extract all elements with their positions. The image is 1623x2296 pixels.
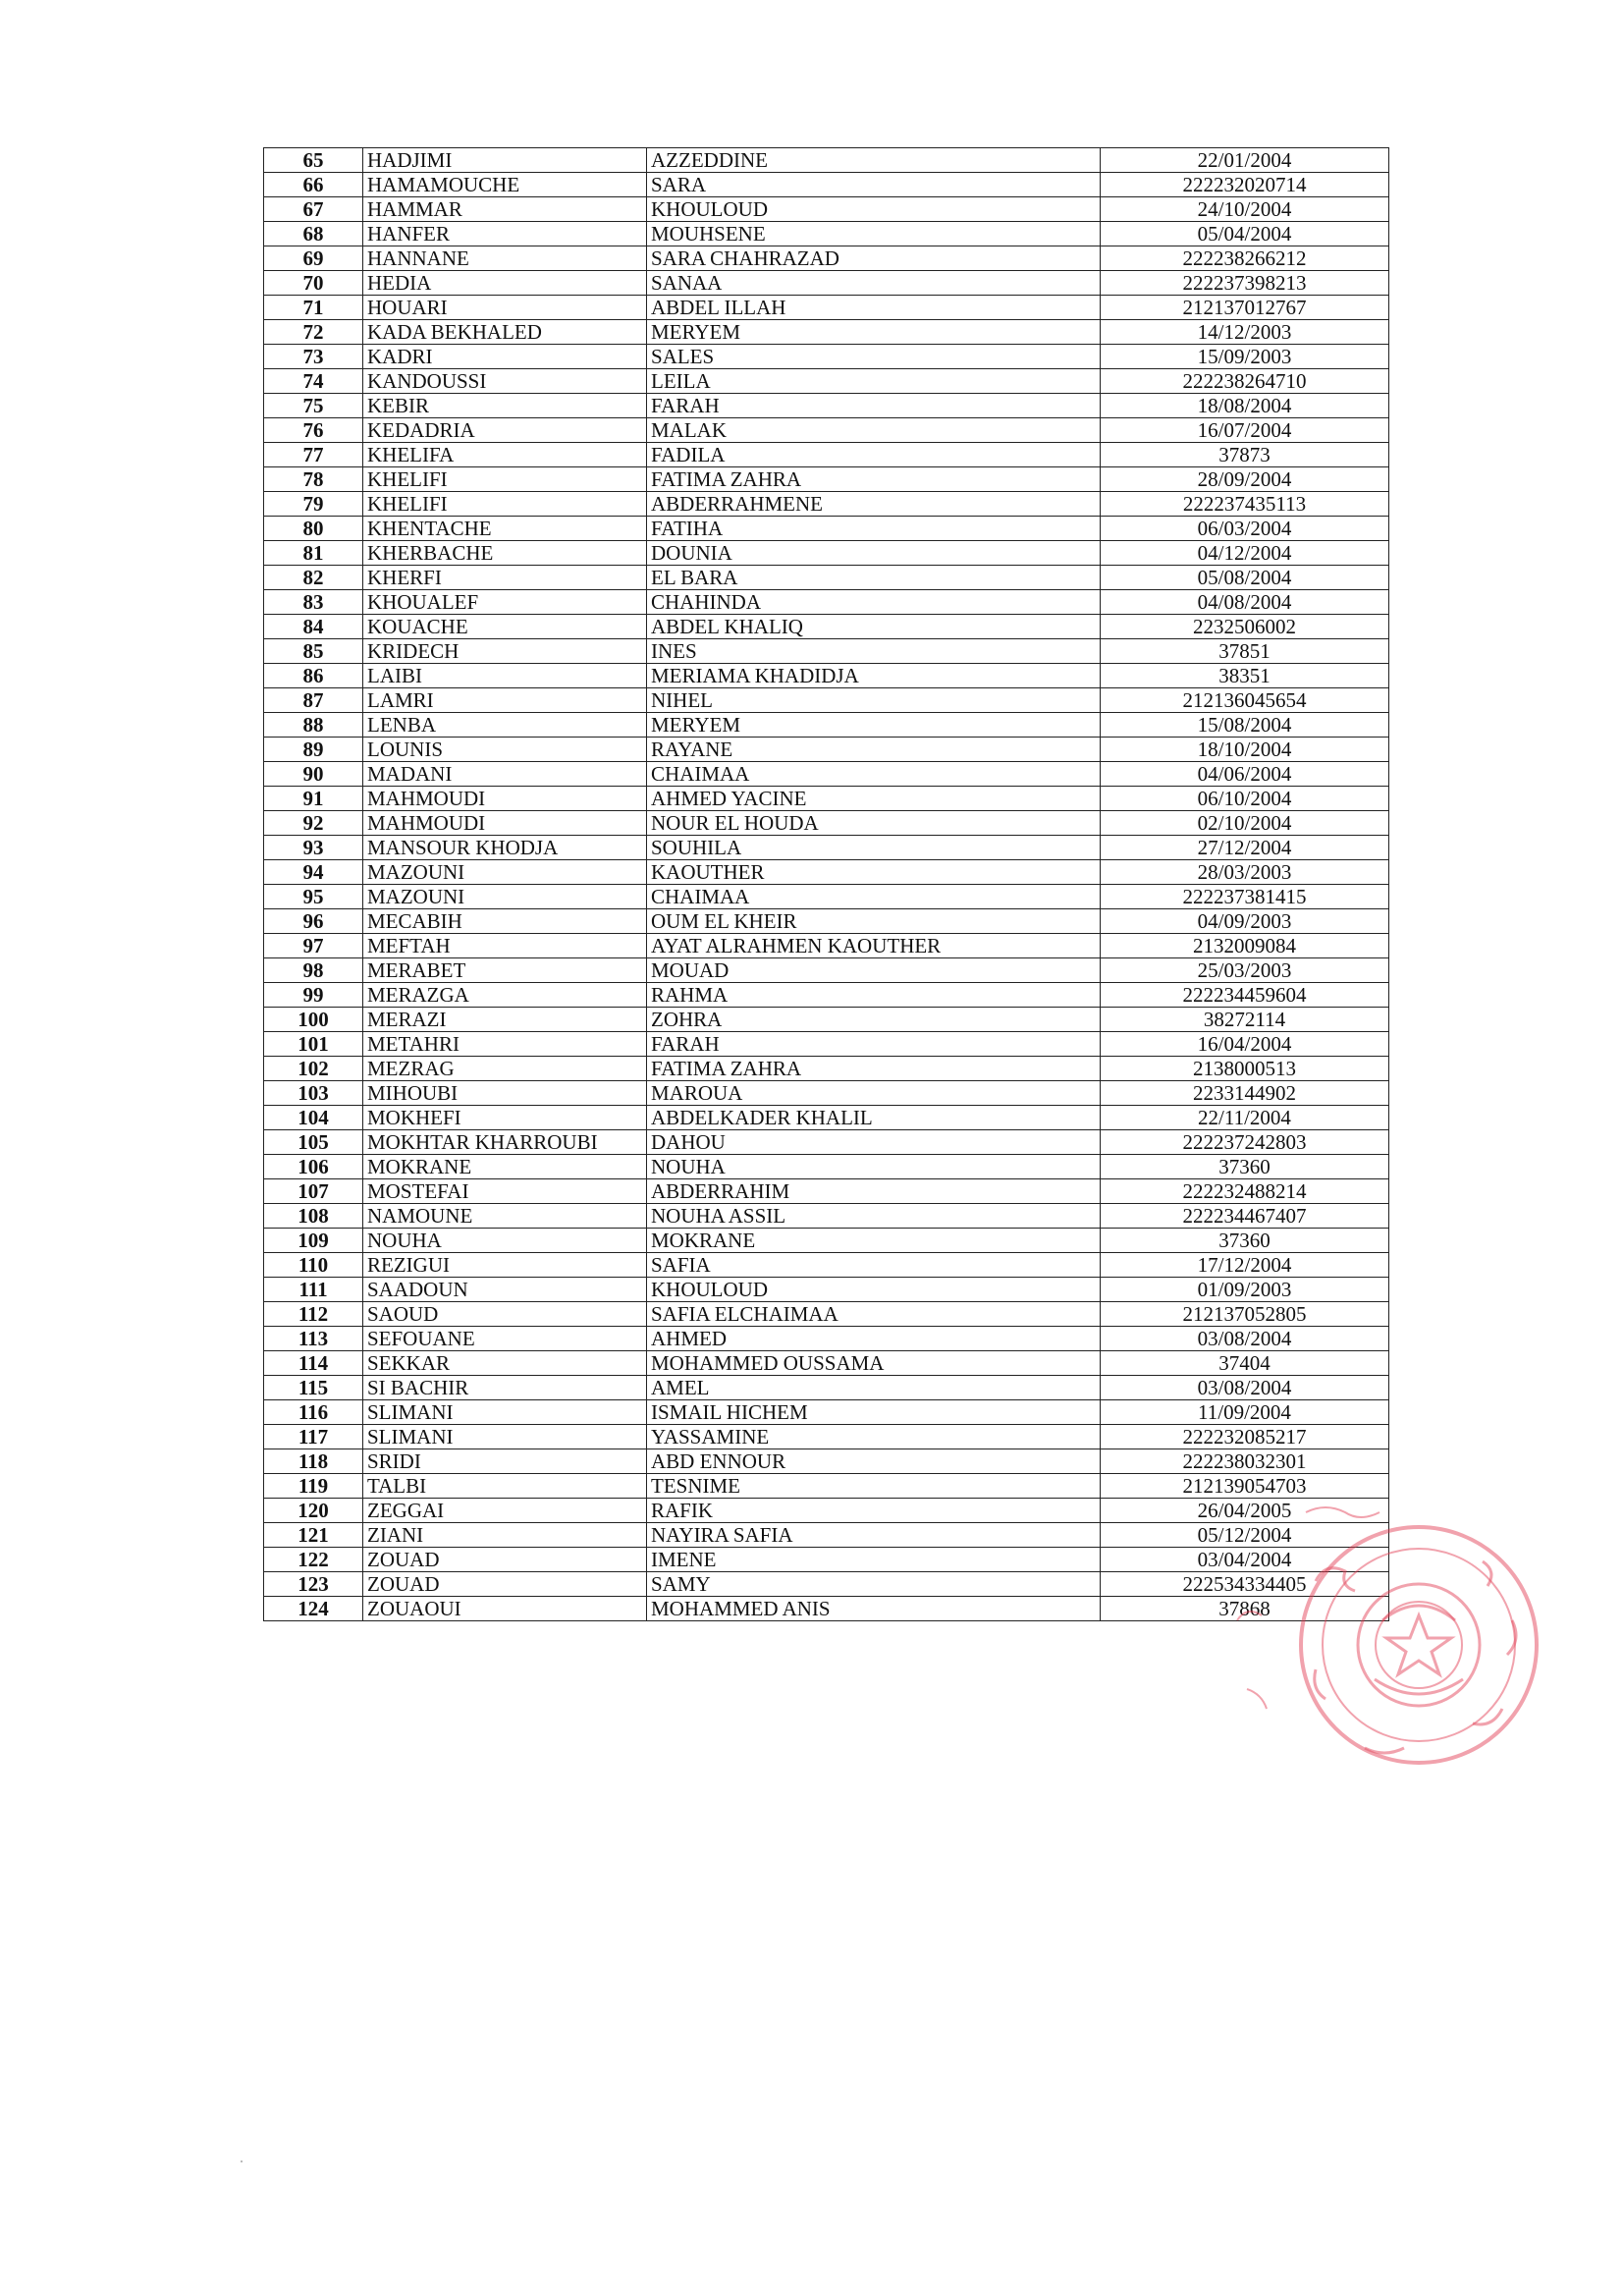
row-number-cell: 123 (264, 1572, 363, 1597)
table-row (264, 1327, 1389, 1351)
table-row (264, 197, 1389, 222)
first-name-cell: MERYEM (647, 713, 1101, 738)
birth-date-id-cell: 22/11/2004 (1101, 1106, 1389, 1130)
last-name-cell: SI BACHIR (363, 1376, 647, 1400)
birth-date-id-cell: 22/01/2004 (1101, 148, 1389, 173)
first-name-cell: TESNIME (647, 1474, 1101, 1499)
row-number-cell: 96 (264, 909, 363, 934)
birth-date-id-cell: 222534334405 (1101, 1572, 1389, 1597)
birth-date-id-cell: 222238264710 (1101, 369, 1389, 394)
row-number-cell: 111 (264, 1278, 363, 1302)
row-number-cell: 114 (264, 1351, 363, 1376)
first-name-cell: LEILA (647, 369, 1101, 394)
row-number-cell: 84 (264, 615, 363, 639)
table-row (264, 296, 1389, 320)
table-row (264, 1253, 1389, 1278)
birth-date-id-cell: 28/09/2004 (1101, 467, 1389, 492)
table-row (264, 885, 1389, 909)
first-name-cell: OUM EL KHEIR (647, 909, 1101, 934)
last-name-cell: KADRI (363, 345, 647, 369)
last-name-cell: KEBIR (363, 394, 647, 418)
table-row (264, 1081, 1389, 1106)
last-name-cell: MOKHEFI (363, 1106, 647, 1130)
first-name-cell: KAOUTHER (647, 860, 1101, 885)
first-name-cell: MOHAMMED ANIS (647, 1597, 1101, 1621)
table-row (264, 787, 1389, 811)
student-list-table (263, 147, 1389, 1621)
row-number-cell: 102 (264, 1057, 363, 1081)
first-name-cell: RAHMA (647, 983, 1101, 1008)
birth-date-id-cell: 15/09/2003 (1101, 345, 1389, 369)
first-name-cell: NOUHA ASSIL (647, 1204, 1101, 1229)
birth-date-id-cell: 37404 (1101, 1351, 1389, 1376)
row-number-cell: 90 (264, 762, 363, 787)
birth-date-id-cell: 37360 (1101, 1229, 1389, 1253)
table-row (264, 1204, 1389, 1229)
table-row (264, 418, 1389, 443)
birth-date-id-cell: 06/10/2004 (1101, 787, 1389, 811)
last-name-cell: MANSOUR KHODJA (363, 836, 647, 860)
table-row (264, 369, 1389, 394)
last-name-cell: HANNANE (363, 246, 647, 271)
birth-date-id-cell: 01/09/2003 (1101, 1278, 1389, 1302)
last-name-cell: KRIDECH (363, 639, 647, 664)
last-name-cell: NAMOUNE (363, 1204, 647, 1229)
table-row (264, 762, 1389, 787)
last-name-cell: KHELIFI (363, 467, 647, 492)
row-number-cell: 74 (264, 369, 363, 394)
table-row (264, 1376, 1389, 1400)
row-number-cell: 110 (264, 1253, 363, 1278)
first-name-cell: MALAK (647, 418, 1101, 443)
last-name-cell: HEDIA (363, 271, 647, 296)
row-number-cell: 91 (264, 787, 363, 811)
table-row (264, 860, 1389, 885)
row-number-cell: 92 (264, 811, 363, 836)
birth-date-id-cell: 222237435113 (1101, 492, 1389, 517)
birth-date-id-cell: 212136045654 (1101, 688, 1389, 713)
table-row (264, 1400, 1389, 1425)
last-name-cell: SLIMANI (363, 1425, 647, 1449)
first-name-cell: MOHAMMED OUSSAMA (647, 1351, 1101, 1376)
last-name-cell: SAOUD (363, 1302, 647, 1327)
birth-date-id-cell: 28/03/2003 (1101, 860, 1389, 885)
birth-date-id-cell: 18/10/2004 (1101, 738, 1389, 762)
birth-date-id-cell: 2132009084 (1101, 934, 1389, 958)
last-name-cell: MEZRAG (363, 1057, 647, 1081)
last-name-cell: KHENTACHE (363, 517, 647, 541)
table-row (264, 541, 1389, 566)
row-number-cell: 118 (264, 1449, 363, 1474)
birth-date-id-cell: 212139054703 (1101, 1474, 1389, 1499)
official-seal-stamp (1217, 1473, 1542, 1787)
first-name-cell: FARAH (647, 1032, 1101, 1057)
first-name-cell: FARAH (647, 394, 1101, 418)
birth-date-id-cell: 03/04/2004 (1101, 1548, 1389, 1572)
first-name-cell: FATIHA (647, 517, 1101, 541)
first-name-cell: ZOHRA (647, 1008, 1101, 1032)
last-name-cell: KOUACHE (363, 615, 647, 639)
birth-date-id-cell: 37851 (1101, 639, 1389, 664)
first-name-cell: AZZEDDINE (647, 148, 1101, 173)
row-number-cell: 87 (264, 688, 363, 713)
first-name-cell: SOUHILA (647, 836, 1101, 860)
birth-date-id-cell: 14/12/2003 (1101, 320, 1389, 345)
first-name-cell: RAYANE (647, 738, 1101, 762)
last-name-cell: HOUARI (363, 296, 647, 320)
first-name-cell: NIHEL (647, 688, 1101, 713)
table-row (264, 443, 1389, 467)
table-row (264, 909, 1389, 934)
first-name-cell: MERYEM (647, 320, 1101, 345)
first-name-cell: DOUNIA (647, 541, 1101, 566)
birth-date-id-cell: 222237242803 (1101, 1130, 1389, 1155)
row-number-cell: 122 (264, 1548, 363, 1572)
birth-date-id-cell: 222238266212 (1101, 246, 1389, 271)
last-name-cell: KANDOUSSI (363, 369, 647, 394)
last-name-cell: MAZOUNI (363, 860, 647, 885)
table-row (264, 566, 1389, 590)
row-number-cell: 76 (264, 418, 363, 443)
row-number-cell: 115 (264, 1376, 363, 1400)
last-name-cell: MOSTEFAI (363, 1179, 647, 1204)
table-body (264, 148, 1389, 1621)
birth-date-id-cell: 222237381415 (1101, 885, 1389, 909)
row-number-cell: 109 (264, 1229, 363, 1253)
last-name-cell: HAMAMOUCHE (363, 173, 647, 197)
first-name-cell: SAFIA ELCHAIMAA (647, 1302, 1101, 1327)
table-row (264, 811, 1389, 836)
row-number-cell: 75 (264, 394, 363, 418)
table-row (264, 664, 1389, 688)
birth-date-id-cell: 17/12/2004 (1101, 1253, 1389, 1278)
birth-date-id-cell: 2138000513 (1101, 1057, 1389, 1081)
row-number-cell: 97 (264, 934, 363, 958)
birth-date-id-cell: 38351 (1101, 664, 1389, 688)
first-name-cell: MOUAD (647, 958, 1101, 983)
table-row (264, 1057, 1389, 1081)
row-number-cell: 80 (264, 517, 363, 541)
row-number-cell: 124 (264, 1597, 363, 1621)
first-name-cell: SANAA (647, 271, 1101, 296)
birth-date-id-cell: 16/04/2004 (1101, 1032, 1389, 1057)
first-name-cell: SAFIA (647, 1253, 1101, 1278)
last-name-cell: LOUNIS (363, 738, 647, 762)
last-name-cell: METAHRI (363, 1032, 647, 1057)
last-name-cell: KHELIFI (363, 492, 647, 517)
table-row (264, 345, 1389, 369)
last-name-cell: KHERFI (363, 566, 647, 590)
table-row (264, 320, 1389, 345)
table-row (264, 1008, 1389, 1032)
last-name-cell: LAMRI (363, 688, 647, 713)
row-number-cell: 99 (264, 983, 363, 1008)
scan-speck (241, 2160, 243, 2162)
last-name-cell: MERAZGA (363, 983, 647, 1008)
last-name-cell: NOUHA (363, 1229, 647, 1253)
last-name-cell: MADANI (363, 762, 647, 787)
birth-date-id-cell: 05/08/2004 (1101, 566, 1389, 590)
table-row (264, 738, 1389, 762)
birth-date-id-cell: 04/06/2004 (1101, 762, 1389, 787)
row-number-cell: 82 (264, 566, 363, 590)
first-name-cell: NOUHA (647, 1155, 1101, 1179)
last-name-cell: ZOUAD (363, 1548, 647, 1572)
first-name-cell: FATIMA ZAHRA (647, 1057, 1101, 1081)
last-name-cell: KHOUALEF (363, 590, 647, 615)
row-number-cell: 101 (264, 1032, 363, 1057)
row-number-cell: 98 (264, 958, 363, 983)
first-name-cell: CHAIMAA (647, 885, 1101, 909)
birth-date-id-cell: 03/08/2004 (1101, 1376, 1389, 1400)
row-number-cell: 100 (264, 1008, 363, 1032)
row-number-cell: 107 (264, 1179, 363, 1204)
first-name-cell: AYAT ALRAHMEN KAOUTHER (647, 934, 1101, 958)
row-number-cell: 108 (264, 1204, 363, 1229)
last-name-cell: MOKHTAR KHARROUBI (363, 1130, 647, 1155)
table-row (264, 615, 1389, 639)
table-row (264, 639, 1389, 664)
row-number-cell: 78 (264, 467, 363, 492)
row-number-cell: 113 (264, 1327, 363, 1351)
row-number-cell: 79 (264, 492, 363, 517)
last-name-cell: SEKKAR (363, 1351, 647, 1376)
last-name-cell: KEDADRIA (363, 418, 647, 443)
last-name-cell: HAMMAR (363, 197, 647, 222)
row-number-cell: 94 (264, 860, 363, 885)
birth-date-id-cell: 222232085217 (1101, 1425, 1389, 1449)
last-name-cell: MEFTAH (363, 934, 647, 958)
first-name-cell: KHOULOUD (647, 197, 1101, 222)
birth-date-id-cell: 222234467407 (1101, 1204, 1389, 1229)
birth-date-id-cell: 18/08/2004 (1101, 394, 1389, 418)
last-name-cell: LENBA (363, 713, 647, 738)
row-number-cell: 119 (264, 1474, 363, 1499)
birth-date-id-cell: 222232020714 (1101, 173, 1389, 197)
first-name-cell: AHMED YACINE (647, 787, 1101, 811)
first-name-cell: INES (647, 639, 1101, 664)
first-name-cell: IMENE (647, 1548, 1101, 1572)
first-name-cell: ABDELKADER KHALIL (647, 1106, 1101, 1130)
first-name-cell: NOUR EL HOUDA (647, 811, 1101, 836)
row-number-cell: 93 (264, 836, 363, 860)
first-name-cell: AHMED (647, 1327, 1101, 1351)
table-row (264, 467, 1389, 492)
first-name-cell: SALES (647, 345, 1101, 369)
birth-date-id-cell: 222237398213 (1101, 271, 1389, 296)
row-number-cell: 72 (264, 320, 363, 345)
table-row (264, 1106, 1389, 1130)
row-number-cell: 70 (264, 271, 363, 296)
row-number-cell: 77 (264, 443, 363, 467)
first-name-cell: SAMY (647, 1572, 1101, 1597)
first-name-cell: AMEL (647, 1376, 1101, 1400)
row-number-cell: 71 (264, 296, 363, 320)
row-number-cell: 120 (264, 1499, 363, 1523)
birth-date-id-cell: 24/10/2004 (1101, 197, 1389, 222)
last-name-cell: ZIANI (363, 1523, 647, 1548)
birth-date-id-cell: 222232488214 (1101, 1179, 1389, 1204)
row-number-cell: 66 (264, 173, 363, 197)
birth-date-id-cell: 2233144902 (1101, 1081, 1389, 1106)
last-name-cell: MERABET (363, 958, 647, 983)
table-row (264, 1032, 1389, 1057)
first-name-cell: MOUHSENE (647, 222, 1101, 246)
birth-date-id-cell: 222234459604 (1101, 983, 1389, 1008)
last-name-cell: KHELIFA (363, 443, 647, 467)
birth-date-id-cell: 06/03/2004 (1101, 517, 1389, 541)
last-name-cell: KADA BEKHALED (363, 320, 647, 345)
table-row (264, 271, 1389, 296)
first-name-cell: RAFIK (647, 1499, 1101, 1523)
table-row (264, 1179, 1389, 1204)
birth-date-id-cell: 27/12/2004 (1101, 836, 1389, 860)
birth-date-id-cell: 2232506002 (1101, 615, 1389, 639)
table-row (264, 1278, 1389, 1302)
birth-date-id-cell: 37873 (1101, 443, 1389, 467)
last-name-cell: ZOUAOUI (363, 1597, 647, 1621)
birth-date-id-cell: 04/12/2004 (1101, 541, 1389, 566)
birth-date-id-cell: 05/12/2004 (1101, 1523, 1389, 1548)
table-row (264, 983, 1389, 1008)
first-name-cell: FATIMA ZAHRA (647, 467, 1101, 492)
birth-date-id-cell: 212137012767 (1101, 296, 1389, 320)
last-name-cell: SRIDI (363, 1449, 647, 1474)
last-name-cell: MAZOUNI (363, 885, 647, 909)
table-row (264, 836, 1389, 860)
first-name-cell: SARA CHAHRAZAD (647, 246, 1101, 271)
birth-date-id-cell: 04/08/2004 (1101, 590, 1389, 615)
row-number-cell: 89 (264, 738, 363, 762)
birth-date-id-cell: 03/08/2004 (1101, 1327, 1389, 1351)
row-number-cell: 121 (264, 1523, 363, 1548)
first-name-cell: CHAHINDA (647, 590, 1101, 615)
first-name-cell: NAYIRA SAFIA (647, 1523, 1101, 1548)
last-name-cell: REZIGUI (363, 1253, 647, 1278)
last-name-cell: LAIBI (363, 664, 647, 688)
last-name-cell: TALBI (363, 1474, 647, 1499)
last-name-cell: MIHOUBI (363, 1081, 647, 1106)
first-name-cell: ABDERRAHMENE (647, 492, 1101, 517)
last-name-cell: ZEGGAI (363, 1499, 647, 1523)
row-number-cell: 103 (264, 1081, 363, 1106)
row-number-cell: 67 (264, 197, 363, 222)
birth-date-id-cell: 37360 (1101, 1155, 1389, 1179)
last-name-cell: MOKRANE (363, 1155, 647, 1179)
birth-date-id-cell: 26/04/2005 (1101, 1499, 1389, 1523)
table-row (264, 394, 1389, 418)
table-row (264, 1425, 1389, 1449)
table-row (264, 1229, 1389, 1253)
first-name-cell: ABDERRAHIM (647, 1179, 1101, 1204)
birth-date-id-cell: 15/08/2004 (1101, 713, 1389, 738)
last-name-cell: MAHMOUDI (363, 787, 647, 811)
last-name-cell: KHERBACHE (363, 541, 647, 566)
table-row (264, 688, 1389, 713)
table-row (264, 590, 1389, 615)
first-name-cell: CHAIMAA (647, 762, 1101, 787)
table-row (264, 1155, 1389, 1179)
first-name-cell: ABDEL KHALIQ (647, 615, 1101, 639)
table-row (264, 1449, 1389, 1474)
row-number-cell: 73 (264, 345, 363, 369)
first-name-cell: ABD ENNOUR (647, 1449, 1101, 1474)
birth-date-id-cell: 11/09/2004 (1101, 1400, 1389, 1425)
first-name-cell: ISMAIL HICHEM (647, 1400, 1101, 1425)
birth-date-id-cell: 05/04/2004 (1101, 222, 1389, 246)
row-number-cell: 106 (264, 1155, 363, 1179)
last-name-cell: HADJIMI (363, 148, 647, 173)
row-number-cell: 83 (264, 590, 363, 615)
last-name-cell: SLIMANI (363, 1400, 647, 1425)
row-number-cell: 95 (264, 885, 363, 909)
last-name-cell: MECABIH (363, 909, 647, 934)
birth-date-id-cell: 02/10/2004 (1101, 811, 1389, 836)
table-row (264, 1302, 1389, 1327)
table-row (264, 492, 1389, 517)
row-number-cell: 68 (264, 222, 363, 246)
row-number-cell: 104 (264, 1106, 363, 1130)
last-name-cell: SAADOUN (363, 1278, 647, 1302)
row-number-cell: 85 (264, 639, 363, 664)
first-name-cell: SARA (647, 173, 1101, 197)
last-name-cell: MAHMOUDI (363, 811, 647, 836)
first-name-cell: EL BARA (647, 566, 1101, 590)
row-number-cell: 112 (264, 1302, 363, 1327)
birth-date-id-cell: 25/03/2003 (1101, 958, 1389, 983)
row-number-cell: 69 (264, 246, 363, 271)
table-row (264, 713, 1389, 738)
birth-date-id-cell: 04/09/2003 (1101, 909, 1389, 934)
table-row (264, 222, 1389, 246)
last-name-cell: MERAZI (363, 1008, 647, 1032)
table-row (264, 1351, 1389, 1376)
table-row (264, 958, 1389, 983)
table-row (264, 934, 1389, 958)
birth-date-id-cell: 16/07/2004 (1101, 418, 1389, 443)
birth-date-id-cell: 37868 (1101, 1597, 1389, 1621)
last-name-cell: ZOUAD (363, 1572, 647, 1597)
row-number-cell: 88 (264, 713, 363, 738)
first-name-cell: MOKRANE (647, 1229, 1101, 1253)
row-number-cell: 86 (264, 664, 363, 688)
first-name-cell: ABDEL ILLAH (647, 296, 1101, 320)
first-name-cell: FADILA (647, 443, 1101, 467)
row-number-cell: 116 (264, 1400, 363, 1425)
table-row (264, 517, 1389, 541)
first-name-cell: YASSAMINE (647, 1425, 1101, 1449)
first-name-cell: DAHOU (647, 1130, 1101, 1155)
first-name-cell: MERIAMA KHADIDJA (647, 664, 1101, 688)
row-number-cell: 117 (264, 1425, 363, 1449)
table-row (264, 173, 1389, 197)
first-name-cell: MAROUA (647, 1081, 1101, 1106)
birth-date-id-cell: 222238032301 (1101, 1449, 1389, 1474)
table-row (264, 148, 1389, 173)
birth-date-id-cell: 212137052805 (1101, 1302, 1389, 1327)
table-row (264, 1130, 1389, 1155)
last-name-cell: SEFOUANE (363, 1327, 647, 1351)
first-name-cell: KHOULOUD (647, 1278, 1101, 1302)
row-number-cell: 81 (264, 541, 363, 566)
row-number-cell: 105 (264, 1130, 363, 1155)
row-number-cell: 65 (264, 148, 363, 173)
birth-date-id-cell: 38272114 (1101, 1008, 1389, 1032)
table-row (264, 246, 1389, 271)
last-name-cell: HANFER (363, 222, 647, 246)
